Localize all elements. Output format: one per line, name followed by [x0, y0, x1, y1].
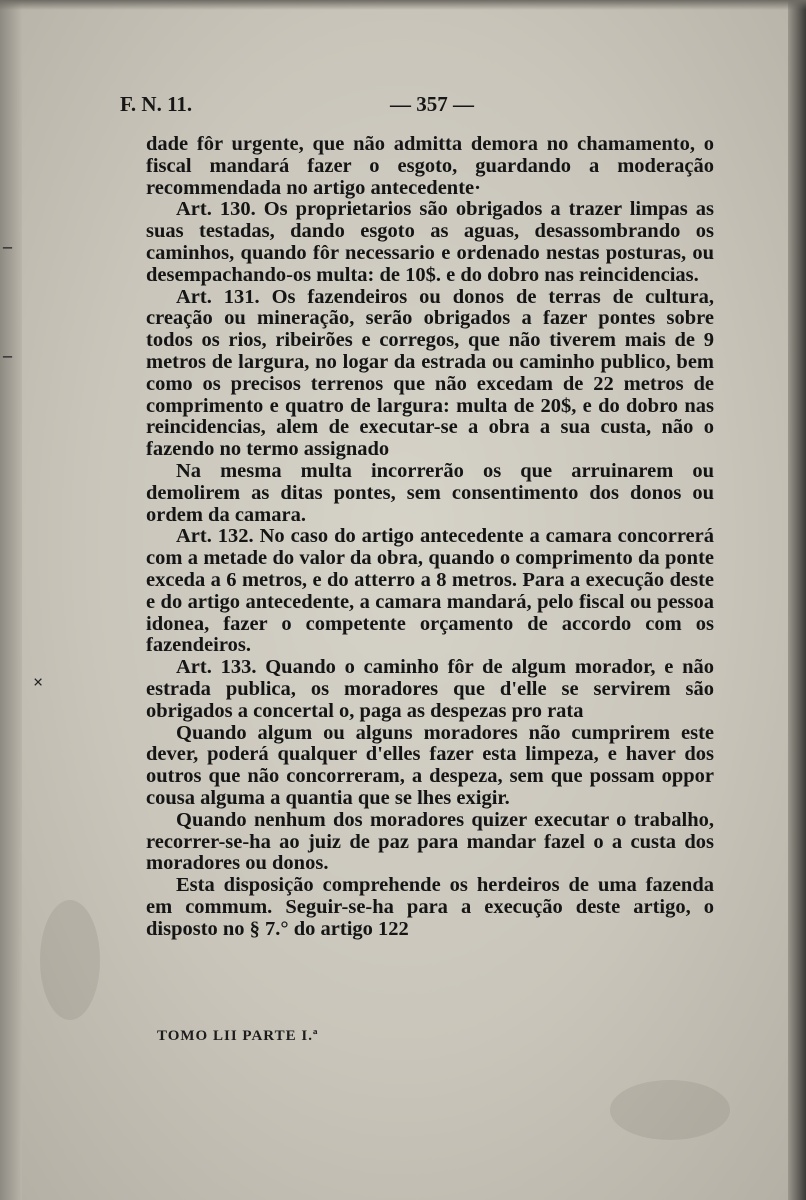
- article-130: Art. 130. Os proprietarios são obrigados a trazer limpas as suas testadas, dando esgoto as aguas, desassombrando os caminhos, quando fôr necessario e ordenado nestas posturas, ou desempachando-os multa: de 10$. e do dobro nas reincidencias.: [146, 198, 714, 286]
- signature-mark: F. N. 11.: [120, 92, 193, 116]
- paper-stain: [610, 1080, 730, 1140]
- page-left-edge-shadow: [0, 0, 22, 1200]
- paragraph: Esta disposição comprehende os herdeiros de uma fazenda em commum. Seguir-se-ha para a execução deste artigo, o disposto no § 7.° do artigo 122: [146, 874, 714, 940]
- paragraph-continuation: dade fôr urgente, que não admitta demora no chamamento, o fiscal mandará fazer o esgoto, guardando a moderação recommendada no artigo antecedente·: [146, 133, 714, 199]
- article-132: Art. 132. No caso do artigo antecedente a camara concorrerá com a metade do valor da obra, quando o comprimento da ponte exceda a 6 metros, e do atterro a 8 metros. Para a execução deste e do artigo antecedente, a camara mandará, pelo fiscal ou pessoa idonea, fazer o competente orçamento de accordo com os fazendeiros.: [146, 525, 714, 657]
- article-133: Art. 133. Quando o caminho fôr de algum morador, e não estrada publica, os moradores que d'elle se servirem são obrigados a concertal o, paga as despezas pro rata: [146, 656, 714, 722]
- volume-footer: TOMO LII PARTE I.ª: [157, 1028, 319, 1044]
- body-text: [146, 134, 714, 940]
- margin-mark: ‒: [3, 345, 12, 365]
- paragraph: Quando algum ou alguns moradores não cumprirem este dever, poderá qualquer d'elles fazer esta limpeza, e haver dos outros que não concorreram, a despeza, sem que possam oppor cousa alguma a quantia que se lhes exigir.: [146, 721, 714, 809]
- margin-mark: ×: [33, 672, 44, 692]
- page-right-edge-shadow: [788, 0, 806, 1200]
- article-131: Art. 131. Os fazendeiros ou donos de terras de cultura, creação ou mineração, serão obrigados a fazer pontes sobre todos os rios, ribeirões e corregos, que não tiverem mais de 9 metros de largura, no logar da estrada ou caminho publico, bem como os precisos terrenos que não excedam de 22 metros de comprimento e quatro de largura: multa de 20$, e do dobro nas reincidencias, alem de executar-se a obra a sua custa, não o fazendo no termo assignado: [146, 285, 714, 461]
- page-top-edge-shadow: [0, 0, 806, 10]
- paragraph: Quando nenhum dos moradores quizer executar o trabalho, recorrer-se-ha ao juiz de paz para mandar fazel o a custa dos moradores ou donos.: [146, 808, 714, 875]
- margin-mark: ‒: [3, 236, 12, 256]
- paper-stain: [40, 900, 100, 1020]
- page-number: — 357 —: [390, 92, 474, 116]
- paragraph: Na mesma multa incorrerão os que arruinarem ou demolirem as ditas pontes, sem consentimento dos donos ou ordem da camara.: [146, 459, 714, 526]
- page-header: [120, 92, 695, 122]
